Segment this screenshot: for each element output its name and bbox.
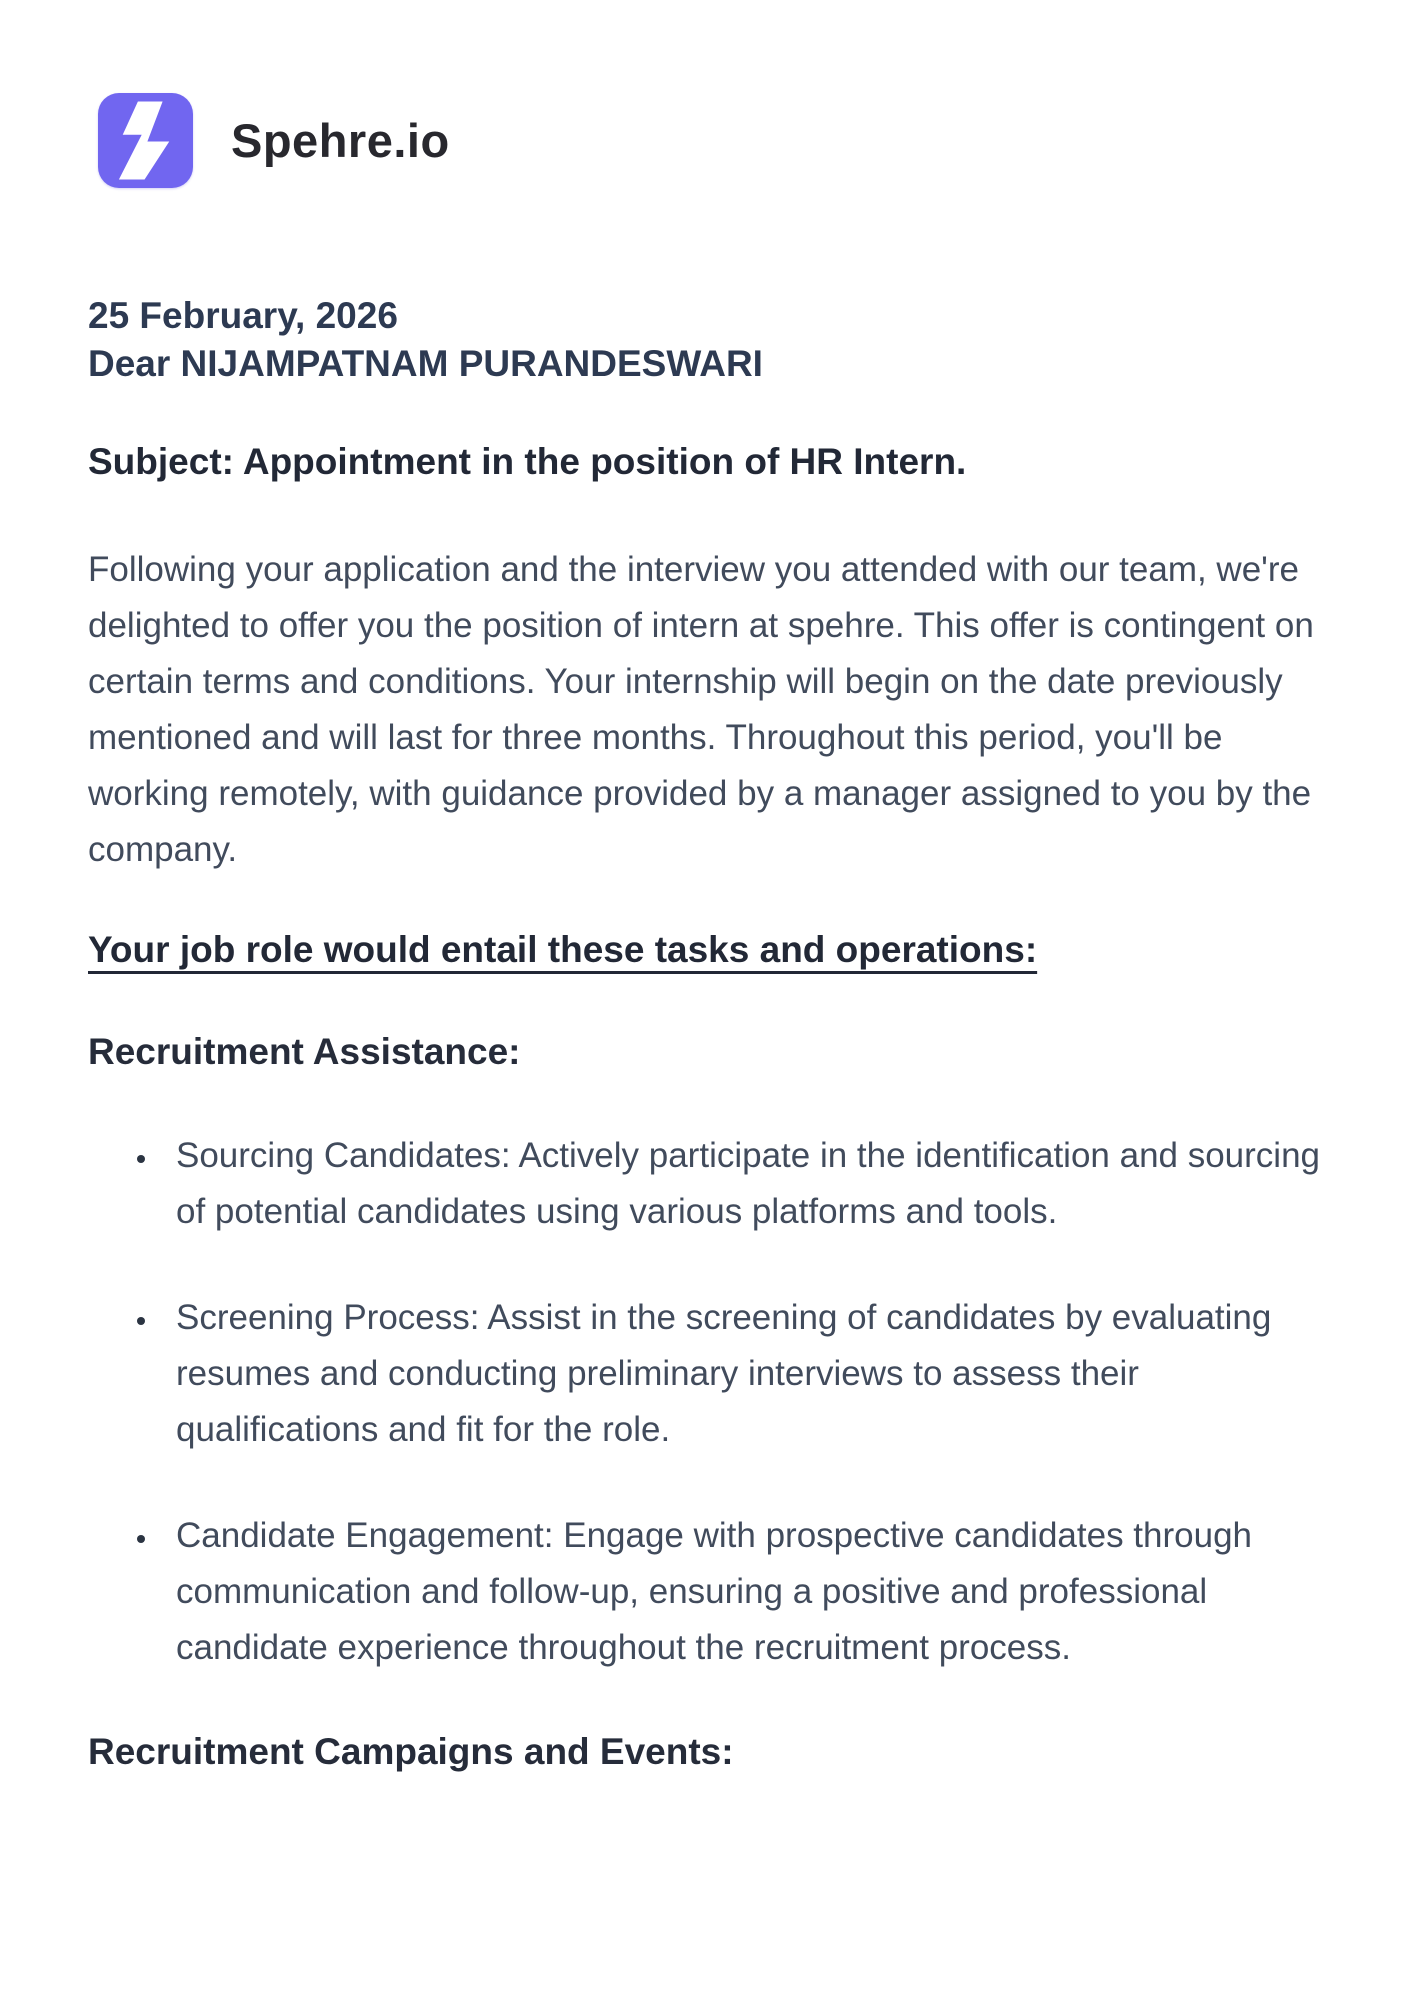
letter-body: [88, 292, 1333, 1828]
list-item-candidate-engagement: • Candidate Engagement: Engage with prospective candidates through communication and follow-up, ensuring a positive and professional candidate experience throughout the recruitment process.: [160, 1508, 1333, 1676]
list-item-screening-process: • Screening Process: Assist in the screening of candidates by evaluating resumes and conducting preliminary interviews to assess their qualifications and fit for the role.: [160, 1290, 1333, 1458]
recruitment-assistance-list: [88, 1128, 1333, 1676]
subsection-recruitment-assistance: Recruitment Assistance:: [88, 1031, 521, 1072]
list-item-sourcing-candidates: • Sourcing Candidates: Actively participate in the identification and sourcing of potential candidates using various platforms and tools.: [160, 1128, 1333, 1240]
subject-line: Subject: Appointment in the position of HR Intern.: [88, 441, 967, 482]
job-role-section-heading: Your job role would entail these tasks and operations:: [88, 929, 1038, 970]
subsection-campaigns-events: Recruitment Campaigns and Events:: [88, 1731, 734, 1772]
date-and-salutation: [88, 292, 1333, 388]
intro-paragraph: Following your application and the interview you attended with our team, we're delighted to offer you the position of intern at spehre. This offer is contingent on certain terms and conditions. Your internship will begin on the date previously mentioned and will last for three months. Throughout this period, you'll be working remotely, with guidance provided by a manager assigned to you by the company.: [88, 550, 1314, 869]
brand-name: Spehre.io: [231, 114, 450, 167]
letter-date: 25 February, 2026: [88, 295, 398, 336]
s-bolt-icon: [98, 93, 193, 188]
spehre-logo: [98, 93, 193, 188]
letter-salutation: Dear NIJAMPATNAM PURANDESWARI: [88, 343, 763, 384]
brand-header: [98, 93, 450, 188]
